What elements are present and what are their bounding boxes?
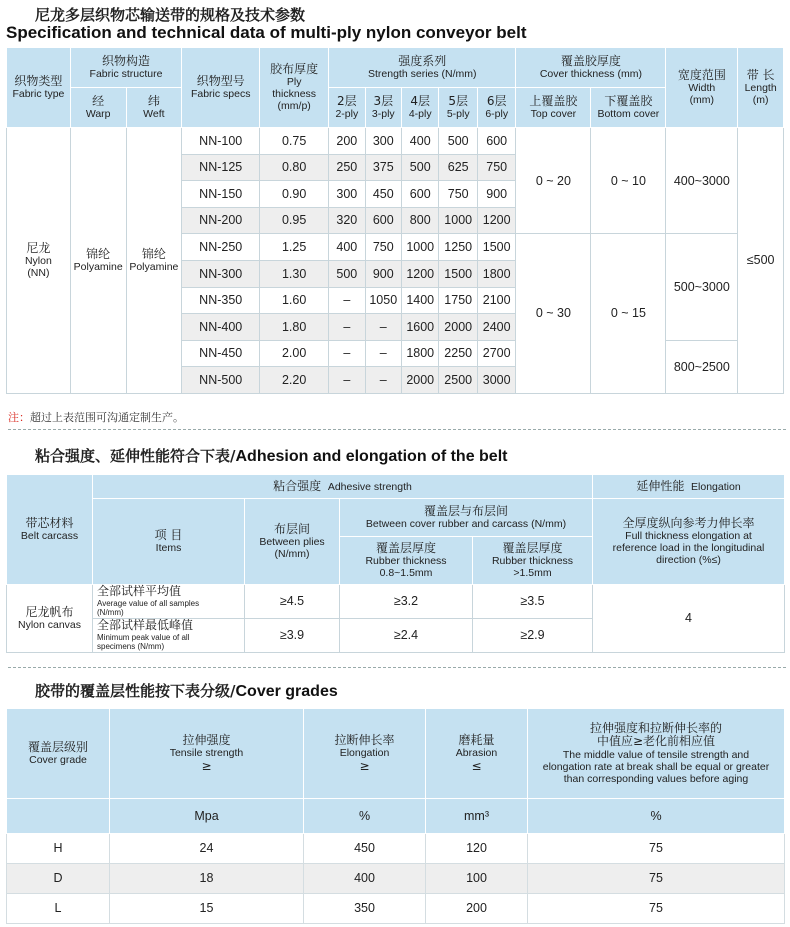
grade-row xyxy=(7,894,785,924)
cell-p3: 1050 xyxy=(365,287,401,314)
hdr-fabric-type: 织物类型 Fabric type xyxy=(7,48,71,128)
grade-cell-abrasion: 200 xyxy=(426,894,528,924)
cell-thick: 2.00 xyxy=(260,340,329,367)
unit-elong: % xyxy=(304,799,426,834)
cell-p6: 600 xyxy=(477,128,515,155)
unit-abrasion: mm³ xyxy=(426,799,528,834)
cell-thick: 0.95 xyxy=(260,207,329,234)
cell-p6: 750 xyxy=(477,154,515,181)
width-b: 500~3000 xyxy=(666,234,738,340)
cover-title: 胶带的覆盖层性能按下表分级/Cover grades xyxy=(35,682,338,700)
cell-p5: 2000 xyxy=(439,314,477,341)
min-cover-thin: ≥2.4 xyxy=(340,619,473,653)
cell-p5: 625 xyxy=(439,154,477,181)
cell-thick: 2.20 xyxy=(260,367,329,394)
row-average-label: 全部试样平均值 Average value of all samples (N/mm) xyxy=(93,585,245,619)
cell-p3: 900 xyxy=(365,260,401,287)
hdr-tensile: 拉伸强度 Tensile strength ≥ xyxy=(110,709,304,799)
length-value: ≤500 xyxy=(738,128,784,394)
top-cover-a: 0 ~ 20 xyxy=(516,128,591,234)
hdr-items: 项 目 Items xyxy=(93,499,245,585)
top-cover-b: 0 ~ 30 xyxy=(516,234,591,394)
min-between-plies: ≥3.9 xyxy=(245,619,340,653)
hdr-cover-thick: 覆盖层厚度 Rubber thickness >1.5mm xyxy=(473,537,593,585)
cell-p5: 2250 xyxy=(439,340,477,367)
hdr-adhesive-strength: 粘合强度 Adhesive strength xyxy=(93,475,593,499)
hdr-ply-3: 3层 3-ply xyxy=(365,88,401,128)
grade-cell-aging: 75 xyxy=(528,864,785,894)
width-a: 400~3000 xyxy=(666,128,738,234)
cell-p3: – xyxy=(365,314,401,341)
hdr-abrasion: 磨耗量 Abrasion ≤ xyxy=(426,709,528,799)
cell-spec: NN-300 xyxy=(182,260,260,287)
avg-cover-thick: ≥3.5 xyxy=(473,585,593,619)
hdr-elongation: 延伸性能 Elongation xyxy=(593,475,785,499)
spec-table xyxy=(6,47,784,394)
cell-p2: 320 xyxy=(329,207,365,234)
hdr-warp: 经 Warp xyxy=(70,88,126,128)
hdr-ply-2: 2层 2-ply xyxy=(329,88,365,128)
hdr-ply-6: 6层 6-ply xyxy=(477,88,515,128)
hdr-cover-grade: 覆盖层级别 Cover grade xyxy=(7,709,110,799)
cell-p3: 375 xyxy=(365,154,401,181)
hdr-belt-carcass: 带芯材料 Belt carcass xyxy=(7,475,93,585)
hdr-cover-carcass: 覆盖层与布层间 Between cover rubber and carcass (N/mm) xyxy=(340,499,593,537)
cell-p6: 1200 xyxy=(477,207,515,234)
spec-title-cn: 尼龙多层织物芯输送带的规格及技术参数 xyxy=(35,6,306,24)
cell-p2: 250 xyxy=(329,154,365,181)
cell-spec: NN-125 xyxy=(182,154,260,181)
cell-spec: NN-350 xyxy=(182,287,260,314)
elongation-value: 4 xyxy=(593,585,785,653)
grade-cell-abrasion: 100 xyxy=(426,864,528,894)
spec-title-en: Specification and technical data of multi-ply nylon conveyor belt xyxy=(6,23,527,42)
cell-p2: – xyxy=(329,287,365,314)
cell-thick: 1.60 xyxy=(260,287,329,314)
row-minimum-label: 全部试样最低峰值 Minimum peak value of all specimens (N/mm) xyxy=(93,619,245,653)
cell-p4: 2000 xyxy=(402,367,439,394)
cell-p4: 1800 xyxy=(402,340,439,367)
cell-p5: 1000 xyxy=(439,207,477,234)
cell-p4: 500 xyxy=(402,154,439,181)
grade-cell-aging: 75 xyxy=(528,894,785,924)
cell-thick: 0.75 xyxy=(260,128,329,155)
divider xyxy=(8,429,786,430)
material-nylon-canvas: 尼龙帆布 Nylon canvas xyxy=(7,585,93,653)
cell-p3: 600 xyxy=(365,207,401,234)
cell-p3: 450 xyxy=(365,181,401,208)
hdr-full-elongation: 全厚度纵向参考力伸长率 Full thickness elongation at reference load in the longitudinal direction (%≤) xyxy=(593,499,785,585)
hdr-bottom-cover: 下覆盖胶 Bottom cover xyxy=(591,88,666,128)
cell-p3: – xyxy=(365,340,401,367)
hdr-ply-4: 4层 4-ply xyxy=(402,88,439,128)
cell-p6: 3000 xyxy=(477,367,515,394)
bottom-cover-a: 0 ~ 10 xyxy=(591,128,666,234)
cell-p4: 400 xyxy=(402,128,439,155)
cover-grades-table xyxy=(6,708,785,924)
cell-p2: 300 xyxy=(329,181,365,208)
bottom-cover-b: 0 ~ 15 xyxy=(591,234,666,394)
cell-p5: 500 xyxy=(439,128,477,155)
hdr-length: 带 长 Length (m) xyxy=(738,48,784,128)
hdr-aging: 拉伸强度和拉断伸长率的 中值应≥老化前相应值 The middle value of tensile strength and elongation rate at break shall be equal or greater than corresponding values before aging xyxy=(528,709,785,799)
cell-p4: 1600 xyxy=(402,314,439,341)
avg-between-plies: ≥4.5 xyxy=(245,585,340,619)
hdr-fabric-specs: 织物型号 Fabric specs xyxy=(182,48,260,128)
cell-p4: 1200 xyxy=(402,260,439,287)
hdr-cover-thin: 覆盖层厚度 Rubber thickness 0.8~1.5mm xyxy=(340,537,473,585)
adhesion-title: 粘合强度、延伸性能符合下表/Adhesion and elongation of the belt xyxy=(35,447,508,465)
unit-aging: % xyxy=(528,799,785,834)
cell-thick: 1.30 xyxy=(260,260,329,287)
grade-cell-aging: 75 xyxy=(528,834,785,864)
cell-p2: – xyxy=(329,367,365,394)
unit-blank xyxy=(7,799,110,834)
grade-cell-elong: 350 xyxy=(304,894,426,924)
hdr-strength-series: 强度系列 Strength series (N/mm) xyxy=(329,48,516,88)
hdr-width-range: 宽度范围 Width (mm) xyxy=(666,48,738,128)
cell-spec: NN-250 xyxy=(182,234,260,261)
cell-p2: 200 xyxy=(329,128,365,155)
fabric-type-nylon: 尼龙 Nylon (NN) xyxy=(7,128,71,394)
grade-cell-tensile: 24 xyxy=(110,834,304,864)
cell-p3: 300 xyxy=(365,128,401,155)
avg-cover-thin: ≥3.2 xyxy=(340,585,473,619)
min-cover-thick: ≥2.9 xyxy=(473,619,593,653)
hdr-elong: 拉断伸长率 Elongation ≥ xyxy=(304,709,426,799)
cell-p5: 1500 xyxy=(439,260,477,287)
cell-p2: – xyxy=(329,340,365,367)
hdr-top-cover: 上覆盖胶 Top cover xyxy=(516,88,591,128)
grade-cell-grade: H xyxy=(7,834,110,864)
warp-polyamine: 锦纶 Polyamine xyxy=(70,128,126,394)
hdr-fabric-structure: 织物构造 Fabric structure xyxy=(70,48,181,88)
cell-p5: 2500 xyxy=(439,367,477,394)
cell-spec: NN-200 xyxy=(182,207,260,234)
cell-p2: – xyxy=(329,314,365,341)
grade-cell-elong: 400 xyxy=(304,864,426,894)
cell-thick: 0.90 xyxy=(260,181,329,208)
weft-polyamine: 锦纶 Polyamine xyxy=(126,128,182,394)
spec-note: 注：超过上表范围可沟通定制生产。 xyxy=(8,411,184,424)
cell-p6: 2100 xyxy=(477,287,515,314)
cell-thick: 1.80 xyxy=(260,314,329,341)
width-c: 800~2500 xyxy=(666,340,738,393)
cell-p6: 1800 xyxy=(477,260,515,287)
cell-p6: 2400 xyxy=(477,314,515,341)
cell-p6: 900 xyxy=(477,181,515,208)
grade-cell-abrasion: 120 xyxy=(426,834,528,864)
cell-spec: NN-500 xyxy=(182,367,260,394)
cell-p5: 1750 xyxy=(439,287,477,314)
adhesion-table xyxy=(6,474,785,653)
cell-p2: 500 xyxy=(329,260,365,287)
hdr-between-plies: 布层间 Between plies (N/mm) xyxy=(245,499,340,585)
grade-cell-tensile: 18 xyxy=(110,864,304,894)
cell-p3: – xyxy=(365,367,401,394)
hdr-cover-thickness: 覆盖胶厚度 Cover thickness (mm) xyxy=(516,48,666,88)
hdr-ply-thickness: 胶布厚度 Ply thickness (mm/p) xyxy=(260,48,329,128)
grade-cell-elong: 450 xyxy=(304,834,426,864)
cell-p2: 400 xyxy=(329,234,365,261)
cell-p5: 750 xyxy=(439,181,477,208)
cell-p4: 1000 xyxy=(402,234,439,261)
divider xyxy=(8,667,786,668)
cell-spec: NN-450 xyxy=(182,340,260,367)
cell-p4: 600 xyxy=(402,181,439,208)
cell-p4: 1400 xyxy=(402,287,439,314)
grade-cell-grade: L xyxy=(7,894,110,924)
cell-spec: NN-150 xyxy=(182,181,260,208)
cell-p4: 800 xyxy=(402,207,439,234)
cell-p3: 750 xyxy=(365,234,401,261)
spec-row xyxy=(7,128,784,155)
cell-thick: 0.80 xyxy=(260,154,329,181)
grade-row xyxy=(7,834,785,864)
cell-p5: 1250 xyxy=(439,234,477,261)
cell-p6: 1500 xyxy=(477,234,515,261)
grade-row xyxy=(7,864,785,894)
cell-p6: 2700 xyxy=(477,340,515,367)
hdr-ply-5: 5层 5-ply xyxy=(439,88,477,128)
cell-spec: NN-400 xyxy=(182,314,260,341)
hdr-weft: 纬 Weft xyxy=(126,88,182,128)
grade-cell-tensile: 15 xyxy=(110,894,304,924)
cell-spec: NN-100 xyxy=(182,128,260,155)
grade-cell-grade: D xyxy=(7,864,110,894)
cell-thick: 1.25 xyxy=(260,234,329,261)
unit-tensile: Mpa xyxy=(110,799,304,834)
